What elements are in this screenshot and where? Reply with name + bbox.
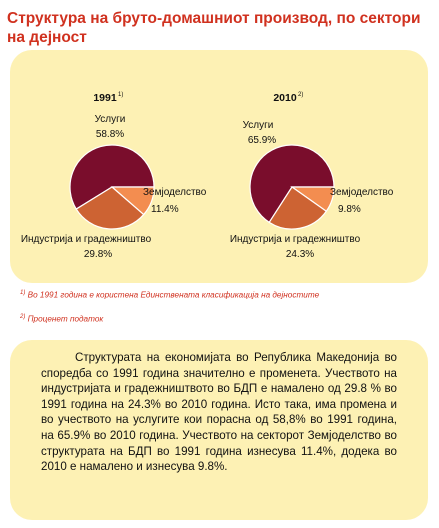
footnote-1 [20,290,319,300]
pie-1991-value-0: 58.8% [95,129,125,140]
footnote-1-mark: 1) [20,290,26,296]
pie-2010-value-1: 9.8% [338,204,361,215]
footnote-2-mark: 2) [20,314,26,320]
footnote-1-text: Во 1991 година е користена Единствената класификација на дејностите [27,290,320,300]
footnote-2-text: Проценет податок [27,314,104,324]
pie-1991-value-1: 11.4% [151,204,179,215]
pie-1991-label-0: Услуги [94,114,126,125]
footnote-2 [20,314,103,324]
pie-2010-value-0: 65.9% [247,135,277,146]
pie-1991-label-2: Индустрија и градежништво [20,234,152,245]
summary-panel [10,340,428,520]
pie-2010-title-note: 2) [298,92,304,98]
pie-2010-label-1: Земјоделство [330,187,394,198]
pie-2010-title: 2010 [273,92,297,104]
pie-1991-title: 1991 [93,92,117,104]
pie-1991-value-2: 29.8% [83,249,113,260]
pie-2010-label-0: Услуги [242,120,274,131]
pie-2010-label-2: Индустрија и градежништво [229,234,361,245]
pie-charts [10,50,428,283]
pie-1991-title-note: 1) [118,92,124,98]
summary-text: Структурата на економијата во Република Македонија во споредба со 1991 година значително е променета. Учеството на индустријата и градежништвото во БДП е намалено од 29.8 % во 1991 година на 24.3% во 2010 година. Исто така, има промена и во учеството на услугите кои порасна од 58,8% во 1991 година, на 65.9% во 2010 година. Учеството на секторот Земјоделство во структурата на БДП во 1991 година изнесува 11.4%, додека во 2010 е намалено и изнесува 9.8%. [41,351,397,474]
pie-2010-value-2: 24.3% [285,249,315,260]
pie-1991-label-1: Земјоделство [143,187,207,198]
chart-panel [10,50,428,283]
page-title: Структура на бруто-домашниот производ, по сектори на дејност [7,10,421,46]
